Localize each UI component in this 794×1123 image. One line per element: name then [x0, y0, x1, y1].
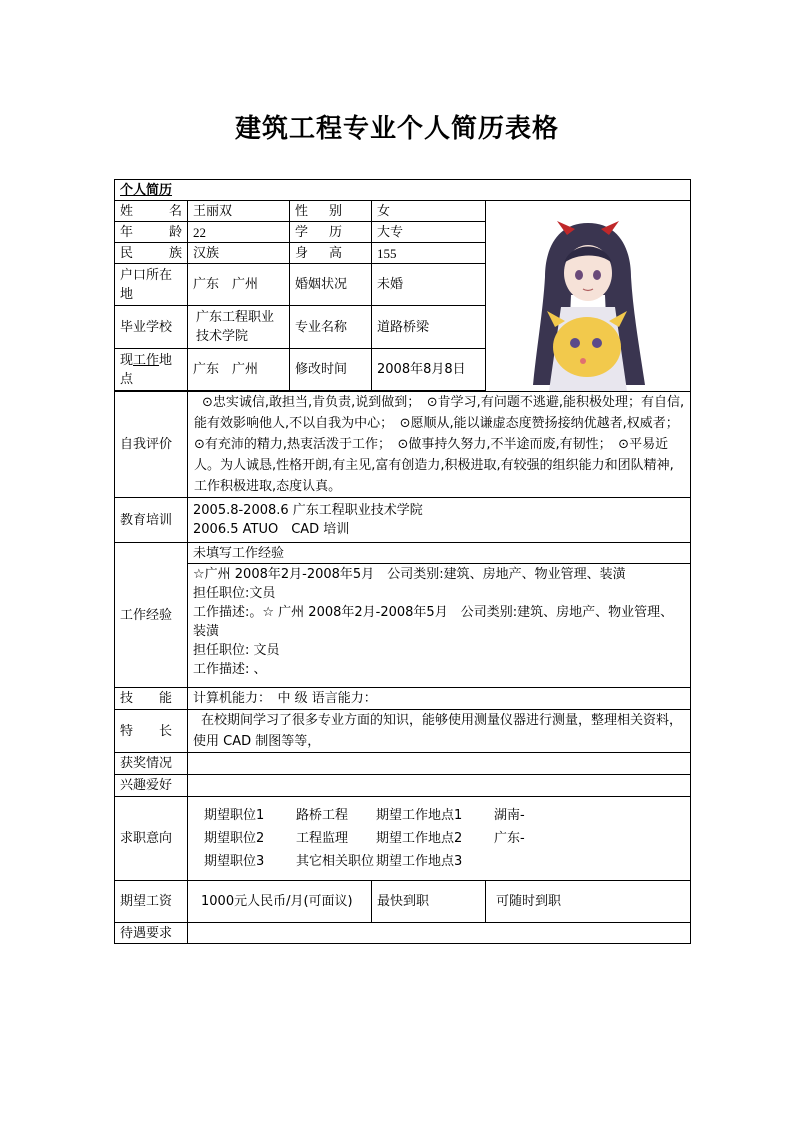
- job-intent-label: 求职意向: [115, 797, 188, 881]
- skills-value: 计算机能力： 中 级 语言能力：: [188, 688, 691, 710]
- job-intent-grid: [188, 797, 691, 881]
- job-pos-value-3: 其它相关职位: [296, 853, 375, 869]
- photo-cell: [486, 201, 691, 392]
- job-loc-value-2: 广东-: [494, 830, 525, 846]
- name-value: 王丽双: [188, 201, 290, 222]
- job-loc-label-1: 期望工作地点1: [376, 807, 463, 823]
- work-line-3: 工作描述:。☆ 广州 2008年2月-2008年5月 公司类别:建筑、房地产、物业管理、装潢: [193, 605, 674, 639]
- job-pos-label-3: 期望职位3: [204, 853, 265, 869]
- awards-label: 获奖情况: [115, 753, 188, 775]
- modified-value: 2008年8月8日: [372, 349, 486, 391]
- job-loc-value-1: 湖南-: [494, 807, 525, 823]
- job-loc-label-2: 期望工作地点2: [376, 830, 463, 846]
- job-pos-value-1: 路桥工程: [296, 807, 349, 823]
- gender-label: 性 别: [290, 201, 372, 222]
- education-line-2: 2006.5 ATUO CAD 培训: [193, 522, 350, 537]
- resume-table: [114, 179, 691, 944]
- modified-label: 修改时间: [290, 349, 372, 391]
- work-line-4: 担任职位: 文员: [193, 643, 280, 658]
- job-loc-value-3: [494, 853, 554, 870]
- work-line-5: 工作描述: 、: [193, 662, 267, 677]
- job-pos-label-2: 期望职位2: [204, 830, 265, 846]
- education-line-1: 2005.8-2008.6 广东工程职业技术学院: [193, 503, 423, 518]
- work-details: [188, 564, 691, 688]
- school-label: 毕业学校: [115, 306, 188, 349]
- location-label: 现工作地点: [115, 349, 188, 391]
- school-value: 广东工程职业技术学院: [188, 306, 290, 349]
- name-label: 姓 名: [115, 201, 188, 222]
- start-date-label: 最快到职: [372, 881, 486, 923]
- education-label: 学 历: [290, 222, 372, 243]
- age-label: 年 龄: [115, 222, 188, 243]
- section-header-cell: [115, 180, 691, 201]
- hobbies-label: 兴趣爱好: [115, 775, 188, 797]
- education-value: 大专: [372, 222, 486, 243]
- benefits-value: [188, 923, 691, 944]
- salary-label: 期望工资: [115, 881, 188, 923]
- hukou-label: 户口所在地: [115, 264, 188, 306]
- section-header: 个人简历: [120, 182, 173, 198]
- self-eval-text: ⊙忠实诚信,敢担当,肯负责,说到做到； ⊙肯学习,有问题不逃避,能积极处理；有自信,能有效影响他人,不以自我为中心； ⊙愿顺从,能以谦虚态度赞扬接纳优越者,权威者； ⊙有充沛的精力,热衷活泼于工作； ⊙做事持久努力,不半途而废,有韧性； ⊙平易近人。为人诚恳,性格开朗,有主见,富有创造力,积极进取,有较强的组织能力和团队精神,工作积极进取,态度认真。: [188, 392, 691, 498]
- specialty-label: 特 长: [115, 710, 188, 753]
- work-line-1: ☆广州 2008年2月-2008年5月 公司类别:建筑、房地产、物业管理、装潢: [193, 567, 626, 582]
- ethnic-value: 汉族: [188, 243, 290, 264]
- work-label: 工作经验: [115, 543, 188, 688]
- age-value: 22: [188, 222, 290, 243]
- salary-value: 1000元人民币/月(可面议): [188, 881, 372, 923]
- major-label: 专业名称: [290, 306, 372, 349]
- location-value: 广东 广州: [188, 349, 290, 391]
- skills-label: 技 能: [115, 688, 188, 710]
- start-date-value: 可随时到职: [486, 881, 691, 923]
- ethnic-label: 民 族: [115, 243, 188, 264]
- job-loc-label-3: 期望工作地点3: [376, 853, 463, 869]
- profile-photo: [527, 215, 649, 391]
- height-value: 155: [372, 243, 486, 264]
- specialty-value: 在校期间学习了很多专业方面的知识，能够使用测量仪器进行测量，整理相关资料，使用 CAD 制图等等，: [188, 710, 691, 753]
- height-label: 身 高: [290, 243, 372, 264]
- hukou-value: 广东 广州: [188, 264, 290, 306]
- benefits-label: 待遇要求: [115, 923, 188, 944]
- awards-value: [188, 753, 691, 775]
- education-training-list: [188, 498, 691, 543]
- document-title: 建筑工程专业个人简历表格: [234, 114, 559, 144]
- work-line-2: 担任职位:文员: [193, 586, 276, 601]
- gender-value: 女: [372, 201, 486, 222]
- job-pos-label-1: 期望职位1: [204, 807, 265, 823]
- hobbies-value: [188, 775, 691, 797]
- marital-label: 婚姻状况: [290, 264, 372, 306]
- education-training-label: 教育培训: [115, 498, 188, 543]
- job-pos-value-2: 工程监理: [296, 830, 349, 846]
- marital-value: 未婚: [372, 264, 486, 306]
- work-header: 未填写工作经验: [188, 543, 691, 564]
- self-eval-label: 自我评价: [115, 392, 188, 498]
- major-value: 道路桥梁: [372, 306, 486, 349]
